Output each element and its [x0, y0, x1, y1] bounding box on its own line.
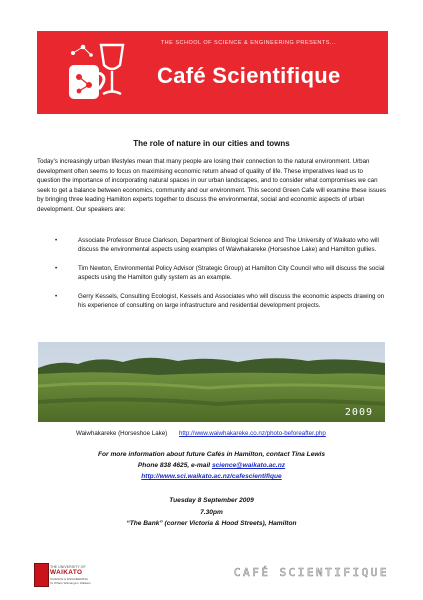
list-item: [37, 236, 387, 255]
crest-icon: [34, 563, 49, 587]
bullet-icon: •: [55, 292, 58, 300]
intro-paragraph: Today’s increasingly urban lifestyles mean that many people are losing their connection to the natural environment. Urban development often seems to focus on maximising economic return ahead of quality of life. These imperatives lead us to question the importance of incorporating natural spaces in our urban landscapes, and to consider what compromises we can seek to get a balance between economics, community and our environment. This second Green Cafe will examine these issues by bringing three leading Hamilton experts together to discuss the environmental, social and economic aspects of urban development. Our speakers are:: [37, 158, 386, 213]
list-item: [37, 292, 387, 311]
photo-year-label: 2009: [344, 407, 373, 418]
header-banner: [37, 31, 388, 114]
event-details: [0, 495, 423, 530]
logo-faculty: SCIENCE & ENGINEERING: [50, 577, 89, 581]
event-venue: “The Bank” (corner Victoria & Hood Streets), Hamilton: [126, 520, 297, 527]
phone-text: Phone 838 4625, e-mail: [137, 462, 212, 469]
website-line: [0, 471, 423, 482]
photo-caption: [76, 430, 326, 437]
list-item: [37, 264, 387, 283]
lake-photo: [38, 342, 385, 422]
page-title: The role of nature in our cities and towns: [133, 139, 290, 148]
bullet-icon: •: [55, 237, 58, 244]
website-link[interactable]: http://www.sci.waikato.ac.nz/cafescientifique: [141, 473, 282, 480]
contact-line: For more information about future Cafés in Hamilton, contact Tina Lewis: [97, 451, 326, 458]
event-date: Tuesday 8 September 2009: [169, 497, 254, 504]
speaker-list: [37, 236, 387, 319]
banner-presents-text: THE SCHOOL OF SCIENCE & ENGINEERING PRESENTS...: [160, 40, 336, 46]
logo-motto: Te Whare Wānanga o Waikato: [50, 581, 91, 585]
university-logo: [34, 563, 102, 587]
speaker-text: Associate Professor Bruce Clarkson, Department of Biological Science and The University of Waikato who will discuss the environmental aspects using examples of Waiwhakareke (Horseshoe Lake) and Hamilton gullies.: [78, 237, 379, 254]
footer-brand: CAFÉ SCIENTIFIQUE: [233, 566, 389, 579]
logo-waikato: WAIKATO: [50, 569, 83, 576]
photo-link[interactable]: http://www.waiwhakareke.co.nz/photo-beforeafter.php: [178, 430, 326, 437]
speaker-text: Tim Newton, Environmental Policy Advisor (Strategic Group) at Hamilton City Council who will discuss the social aspects using the Hamilton gully system as an example.: [78, 264, 385, 282]
contact-info: [0, 449, 423, 482]
landscape-image: [38, 342, 385, 422]
contact-phone-line: [0, 460, 423, 471]
caption-text: Waiwhakareke (Horseshoe Lake): [76, 430, 168, 437]
email-link[interactable]: science@waikato.ac.nz: [211, 462, 286, 469]
logo-university-of: THE UNIVERSITY OF: [50, 565, 86, 569]
event-time: 7.30pm: [200, 508, 223, 516]
bullet-icon: •: [55, 264, 58, 272]
cup-and-glass-icon: [63, 39, 153, 109]
banner-title: Café Scientifique: [157, 63, 341, 88]
speaker-text: Gerry Kessels, Consulting Ecologist, Kessels and Associates who will discuss the economic aspects drawing on his experience of consulting on large infrastructure and residential development projects.: [78, 292, 385, 310]
